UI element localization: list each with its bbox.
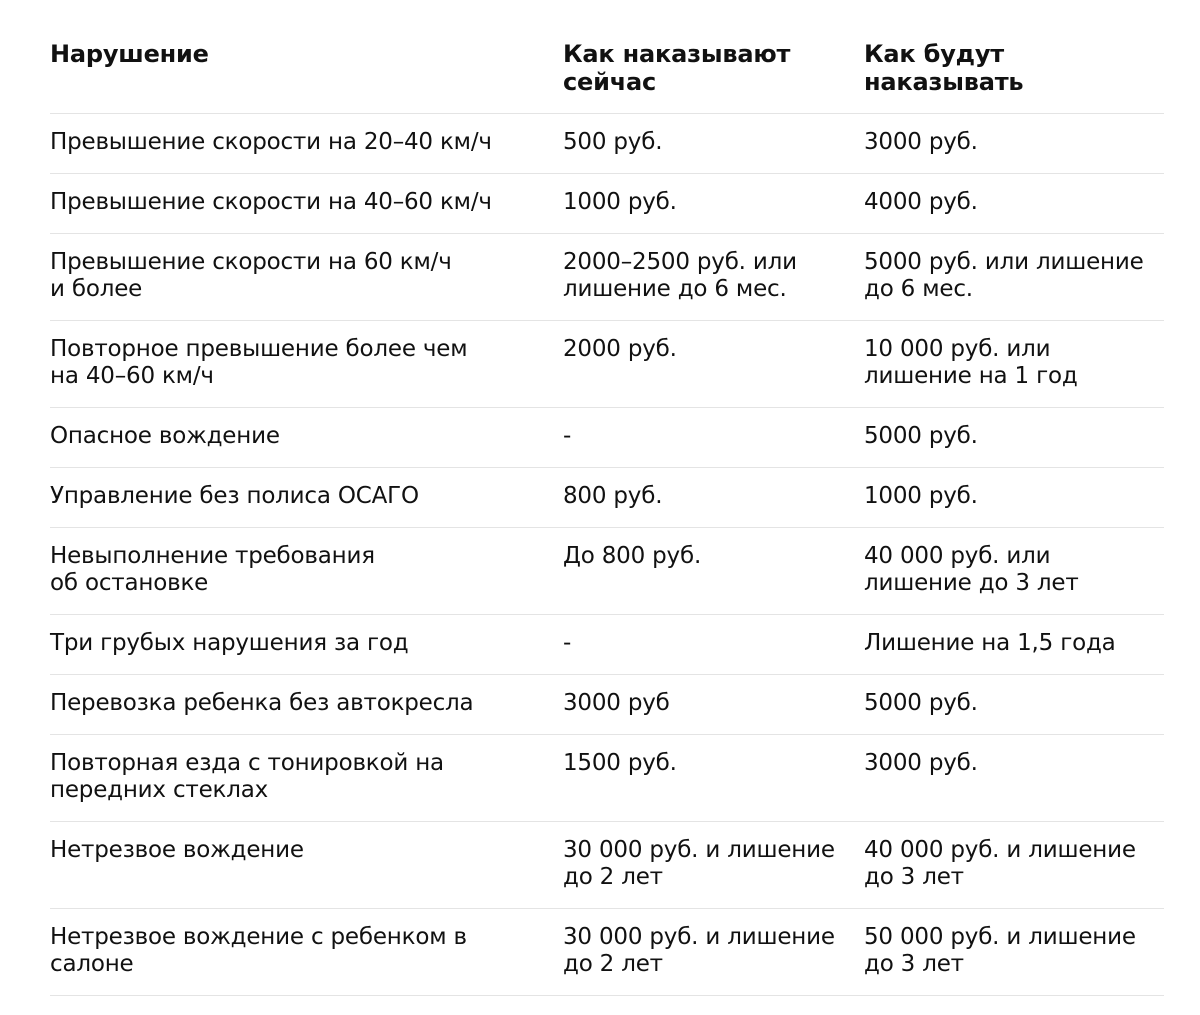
cell-current-penalty: 2000–2500 руб. или лишение до 6 мес. [563, 234, 864, 321]
cell-future-penalty: 3000 руб. [864, 114, 1164, 174]
cell-violation: Превышение скорости на 40–60 км/ч [50, 174, 563, 234]
cell-violation: Превышение скорости на 20–40 км/ч [50, 114, 563, 174]
fines-table [50, 38, 1164, 996]
cell-future-penalty: Лишение на 1,5 года [864, 615, 1164, 675]
table-row [50, 528, 1164, 615]
cell-future-penalty: 1000 руб. [864, 468, 1164, 528]
cell-violation: Управление без полиса ОСАГО [50, 468, 563, 528]
cell-violation: Нетрезвое вождение с ребенком в салоне [50, 909, 563, 996]
cell-current-penalty: До 800 руб. [563, 528, 864, 615]
table-row [50, 321, 1164, 408]
table-row [50, 735, 1164, 822]
table-row [50, 822, 1164, 909]
cell-future-penalty: 3000 руб. [864, 735, 1164, 822]
table-row [50, 234, 1164, 321]
table-row [50, 468, 1164, 528]
table-row [50, 114, 1164, 174]
table-row [50, 675, 1164, 735]
cell-current-penalty: 30 000 руб. и лишение до 2 лет [563, 909, 864, 996]
table-header [50, 38, 1164, 114]
header-current-penalty: Как наказывают сейчас [563, 38, 864, 114]
table-row [50, 174, 1164, 234]
cell-violation: Превышение скорости на 60 км/ч и более [50, 234, 563, 321]
cell-future-penalty: 4000 руб. [864, 174, 1164, 234]
cell-violation: Повторное превышение более чем на 40–60 км/ч [50, 321, 563, 408]
cell-violation: Перевозка ребенка без автокресла [50, 675, 563, 735]
cell-violation: Три грубых нарушения за год [50, 615, 563, 675]
cell-violation: Опасное вождение [50, 408, 563, 468]
cell-current-penalty: 800 руб. [563, 468, 864, 528]
cell-future-penalty: 40 000 руб. или лишение до 3 лет [864, 528, 1164, 615]
cell-future-penalty: 10 000 руб. или лишение на 1 год [864, 321, 1164, 408]
header-violation: Нарушение [50, 38, 563, 114]
table-body [50, 114, 1164, 996]
cell-current-penalty: 2000 руб. [563, 321, 864, 408]
cell-violation: Нетрезвое вождение [50, 822, 563, 909]
cell-current-penalty: 1500 руб. [563, 735, 864, 822]
cell-current-penalty: 3000 руб [563, 675, 864, 735]
cell-current-penalty: 1000 руб. [563, 174, 864, 234]
cell-future-penalty: 5000 руб. [864, 675, 1164, 735]
table-row [50, 615, 1164, 675]
cell-future-penalty: 5000 руб. или лишение до 6 мес. [864, 234, 1164, 321]
header-row [50, 38, 1164, 114]
header-future-penalty: Как будут наказывать [864, 38, 1164, 114]
cell-violation: Повторная езда с тонировкой на передних стеклах [50, 735, 563, 822]
cell-future-penalty: 50 000 руб. и лишение до 3 лет [864, 909, 1164, 996]
cell-current-penalty: - [563, 408, 864, 468]
cell-current-penalty: 30 000 руб. и лишение до 2 лет [563, 822, 864, 909]
cell-future-penalty: 5000 руб. [864, 408, 1164, 468]
cell-current-penalty: - [563, 615, 864, 675]
table-row [50, 408, 1164, 468]
cell-violation: Невыполнение требования об остановке [50, 528, 563, 615]
table-row [50, 909, 1164, 996]
cell-current-penalty: 500 руб. [563, 114, 864, 174]
cell-future-penalty: 40 000 руб. и лишение до 3 лет [864, 822, 1164, 909]
